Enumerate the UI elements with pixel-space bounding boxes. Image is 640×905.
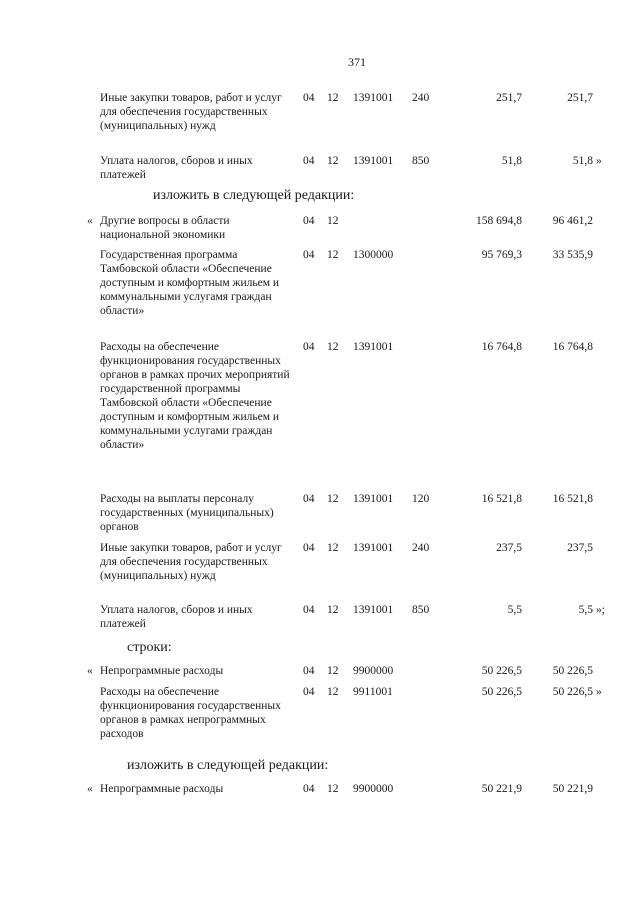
row-csr: 1391001 (353, 493, 394, 505)
row-sum-1: 51,8 (501, 155, 522, 167)
row-rz: 04 (303, 783, 315, 795)
section-heading: изложить в следующей редакции: (127, 758, 329, 773)
row-vr: 240 (412, 542, 430, 554)
row-pr: 12 (327, 783, 339, 795)
row-csr: 1391001 (353, 542, 394, 554)
row-name: Государственная программа Тамбовской области «Обеспечение доступным и комфортным жильем и коммунальными услугамя граждан области» (100, 249, 279, 317)
closing-quote: »; (596, 604, 605, 616)
row-sum-2: 16 521,8 (552, 493, 593, 505)
row-pr: 12 (327, 686, 339, 698)
row-name: Иные закупки товаров, работ и услуг для обеспечения государственных (муниципальных) нужд (100, 92, 282, 132)
row-name: Непрограммные расходы (100, 665, 224, 677)
row-rz: 04 (303, 542, 315, 554)
closing-quote: » (596, 155, 602, 167)
row-sum-1: 50 226,5 (481, 686, 522, 698)
row-sum-2: 33 535,9 (552, 249, 593, 261)
closing-quote: » (596, 686, 602, 698)
row-sum-1: 158 694,8 (476, 215, 522, 227)
row-pr: 12 (327, 493, 339, 505)
row-name: Непрограммные расходы (100, 783, 224, 795)
row-name: Иные закупки товаров, работ и услуг для обеспечения государственных (муниципальных) нужд (100, 542, 282, 582)
row-sum-2: 237,5 (567, 542, 593, 554)
row-rz: 04 (303, 249, 315, 261)
row-sum-1: 251,7 (496, 92, 522, 104)
row-name: Расходы на выплаты персоналу государственных (муниципальных) органов (100, 493, 274, 533)
row-sum-2: 51,8 (572, 155, 593, 167)
row-csr: 9900000 (353, 665, 394, 677)
section-heading: строки: (127, 640, 172, 655)
row-name: Другие вопросы в области национальной экономики (100, 215, 230, 241)
row-sum-2: 5,5 (578, 604, 593, 616)
row-name: Уплата налогов, сборов и иных платежей (100, 604, 253, 630)
row-sum-1: 16 764,8 (481, 341, 522, 353)
row-rz: 04 (303, 665, 315, 677)
row-vr: 120 (412, 493, 430, 505)
opening-quote: « (87, 215, 93, 227)
row-rz: 04 (303, 493, 315, 505)
row-csr: 1300000 (353, 249, 394, 261)
opening-quote: « (87, 783, 93, 795)
row-pr: 12 (327, 341, 339, 353)
row-csr: 1391001 (353, 604, 394, 616)
opening-quote: « (87, 665, 93, 677)
row-name: Расходы на обеспечение функционирования государственных органов в рамках прочих мероприятий государственной программы Тамбовской области «Обеспечение доступным и комфортным жильем и коммунальными услугами граждан области» (100, 341, 290, 451)
row-csr: 1391001 (353, 92, 394, 104)
row-rz: 04 (303, 341, 315, 353)
row-csr: 9911001 (353, 686, 393, 698)
row-pr: 12 (327, 604, 339, 616)
row-sum-2: 251,7 (567, 92, 593, 104)
row-rz: 04 (303, 604, 315, 616)
row-sum-1: 16 521,8 (481, 493, 522, 505)
row-sum-1: 5,5 (507, 604, 522, 616)
row-sum-2: 16 764,8 (552, 341, 593, 353)
row-name: Уплата налогов, сборов и иных платежей (100, 155, 253, 181)
page-number: 371 (348, 55, 366, 69)
row-rz: 04 (303, 155, 315, 167)
row-rz: 04 (303, 686, 315, 698)
row-sum-1: 95 769,3 (481, 249, 522, 261)
row-pr: 12 (327, 665, 339, 677)
row-csr: 9900000 (353, 783, 394, 795)
row-sum-1: 50 226,5 (481, 665, 522, 677)
row-sum-2: 50 226,5 (552, 665, 593, 677)
row-name: Расходы на обеспечение функционирования государственных органов в рамках непрограммных расходов (100, 686, 281, 740)
row-csr: 1391001 (353, 341, 394, 353)
row-vr: 850 (412, 604, 430, 616)
row-sum-1: 237,5 (496, 542, 522, 554)
row-rz: 04 (303, 92, 315, 104)
row-vr: 240 (412, 92, 430, 104)
row-pr: 12 (327, 215, 339, 227)
row-pr: 12 (327, 92, 339, 104)
row-sum-2: 50 221,9 (552, 783, 593, 795)
row-sum-2: 96 461,2 (552, 215, 593, 227)
row-pr: 12 (327, 249, 339, 261)
row-sum-2: 50 226,5 (552, 686, 593, 698)
row-sum-1: 50 221,9 (481, 783, 522, 795)
row-vr: 850 (412, 155, 430, 167)
row-pr: 12 (327, 155, 339, 167)
section-heading: изложить в следующей редакции: (153, 188, 355, 203)
row-pr: 12 (327, 542, 339, 554)
row-csr: 1391001 (353, 155, 394, 167)
row-rz: 04 (303, 215, 315, 227)
